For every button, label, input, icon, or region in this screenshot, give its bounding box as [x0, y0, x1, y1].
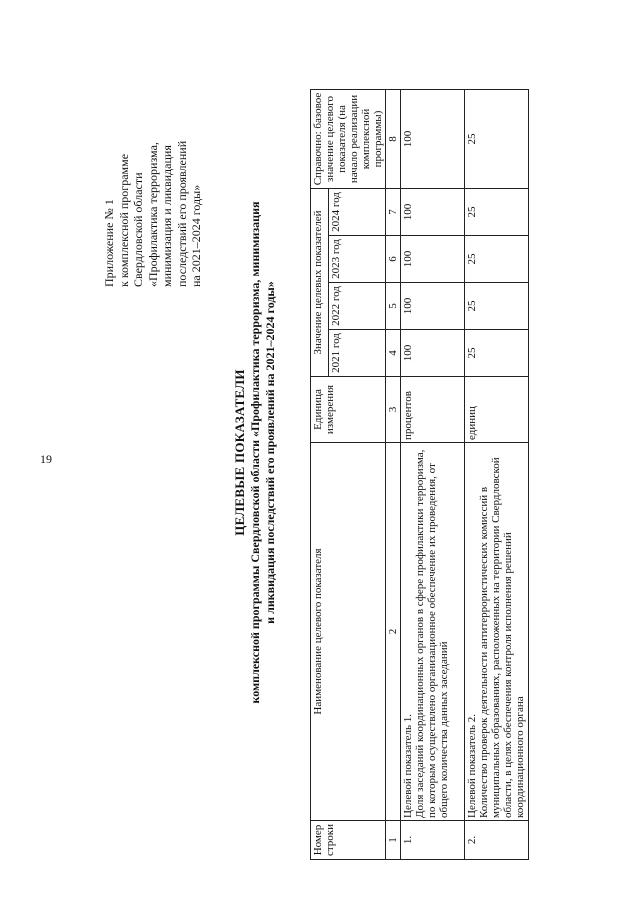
unit-cell: процентов [401, 377, 465, 443]
row-number: 2. [465, 821, 529, 860]
appendix-line: на 2021–2024 годы» [189, 184, 203, 287]
value-2024: 100 [401, 189, 465, 236]
column-number: 8 [386, 90, 401, 189]
document-subtitle-line: комплексной программы Свердловской области «Профилактика терроризма, минимизация [248, 201, 262, 704]
column-number: 6 [386, 236, 401, 283]
appendix-line: последствий его проявлений [174, 140, 189, 287]
value-2024: 25 [465, 189, 529, 236]
column-number: 5 [386, 283, 401, 330]
value-2023: 25 [465, 236, 529, 283]
indicator-description: Доля заседаний координационных органов в сфере профилактики терроризма, по которым осуществлено организационное обеспечение их проведения, от общего количества данных заседаний [414, 449, 450, 818]
header-row-number: Номер строки [311, 821, 386, 860]
header-reference-base: Справочно: базовое значение целевого показателя (на начало реализации комплексной программы) [311, 90, 386, 189]
document-subtitle-line: и ликвидация последствий его проявлений на 2021–2024 годы» [263, 281, 277, 624]
indicator-description: Количество проверок деятельности антитеррористических комиссий в муниципальных образованиях, расположенных на территории Свердловской области, в целях обеспечения контроля исполнения решений координационного органа [478, 457, 526, 818]
value-2023: 100 [401, 236, 465, 283]
row-number: 1. [401, 821, 465, 860]
column-number: 3 [386, 377, 401, 443]
document-title: ЦЕЛЕВЫЕ ПОКАЗАТЕЛИ [232, 369, 247, 536]
appendix-line: Свердловской области [131, 172, 145, 287]
header-target-values: Значение целевых показателей [311, 189, 329, 377]
value-2022: 25 [465, 283, 529, 330]
column-number: 2 [386, 443, 401, 821]
value-2021: 25 [465, 330, 529, 377]
header-unit: Единица измерения [311, 377, 386, 443]
column-number: 1 [386, 821, 401, 860]
document-title-block [232, 0, 278, 905]
column-number: 7 [386, 189, 401, 236]
column-number: 4 [386, 330, 401, 377]
indicator-title: Целевой показатель 2. [466, 713, 478, 818]
header-year-2021: 2021 год [329, 330, 386, 377]
table-row [401, 90, 465, 860]
indicator-name [401, 443, 465, 821]
indicators-table [310, 89, 529, 860]
appendix-line: «Профилактика терроризма, [145, 142, 160, 287]
indicator-title: Целевой показатель 1. [402, 713, 414, 818]
indicator-name [465, 443, 529, 821]
header-year-2023: 2023 год [329, 236, 386, 283]
unit-cell: единиц [465, 377, 529, 443]
base-value: 25 [465, 90, 529, 189]
appendix-note [102, 17, 204, 287]
value-2022: 100 [401, 283, 465, 330]
header-year-2024: 2024 год [329, 189, 386, 236]
value-2021: 100 [401, 330, 465, 377]
table-row [465, 90, 529, 860]
appendix-line: минимизация и ликвидация [160, 145, 174, 287]
header-year-2022: 2022 год [329, 283, 386, 330]
header-indicator-name: Наименование целевого показателя [311, 443, 386, 821]
appendix-line: к комплексной программе [116, 153, 131, 287]
page-number: 19 [40, 452, 52, 466]
base-value: 100 [401, 90, 465, 189]
appendix-line: Приложение № 1 [102, 199, 116, 287]
